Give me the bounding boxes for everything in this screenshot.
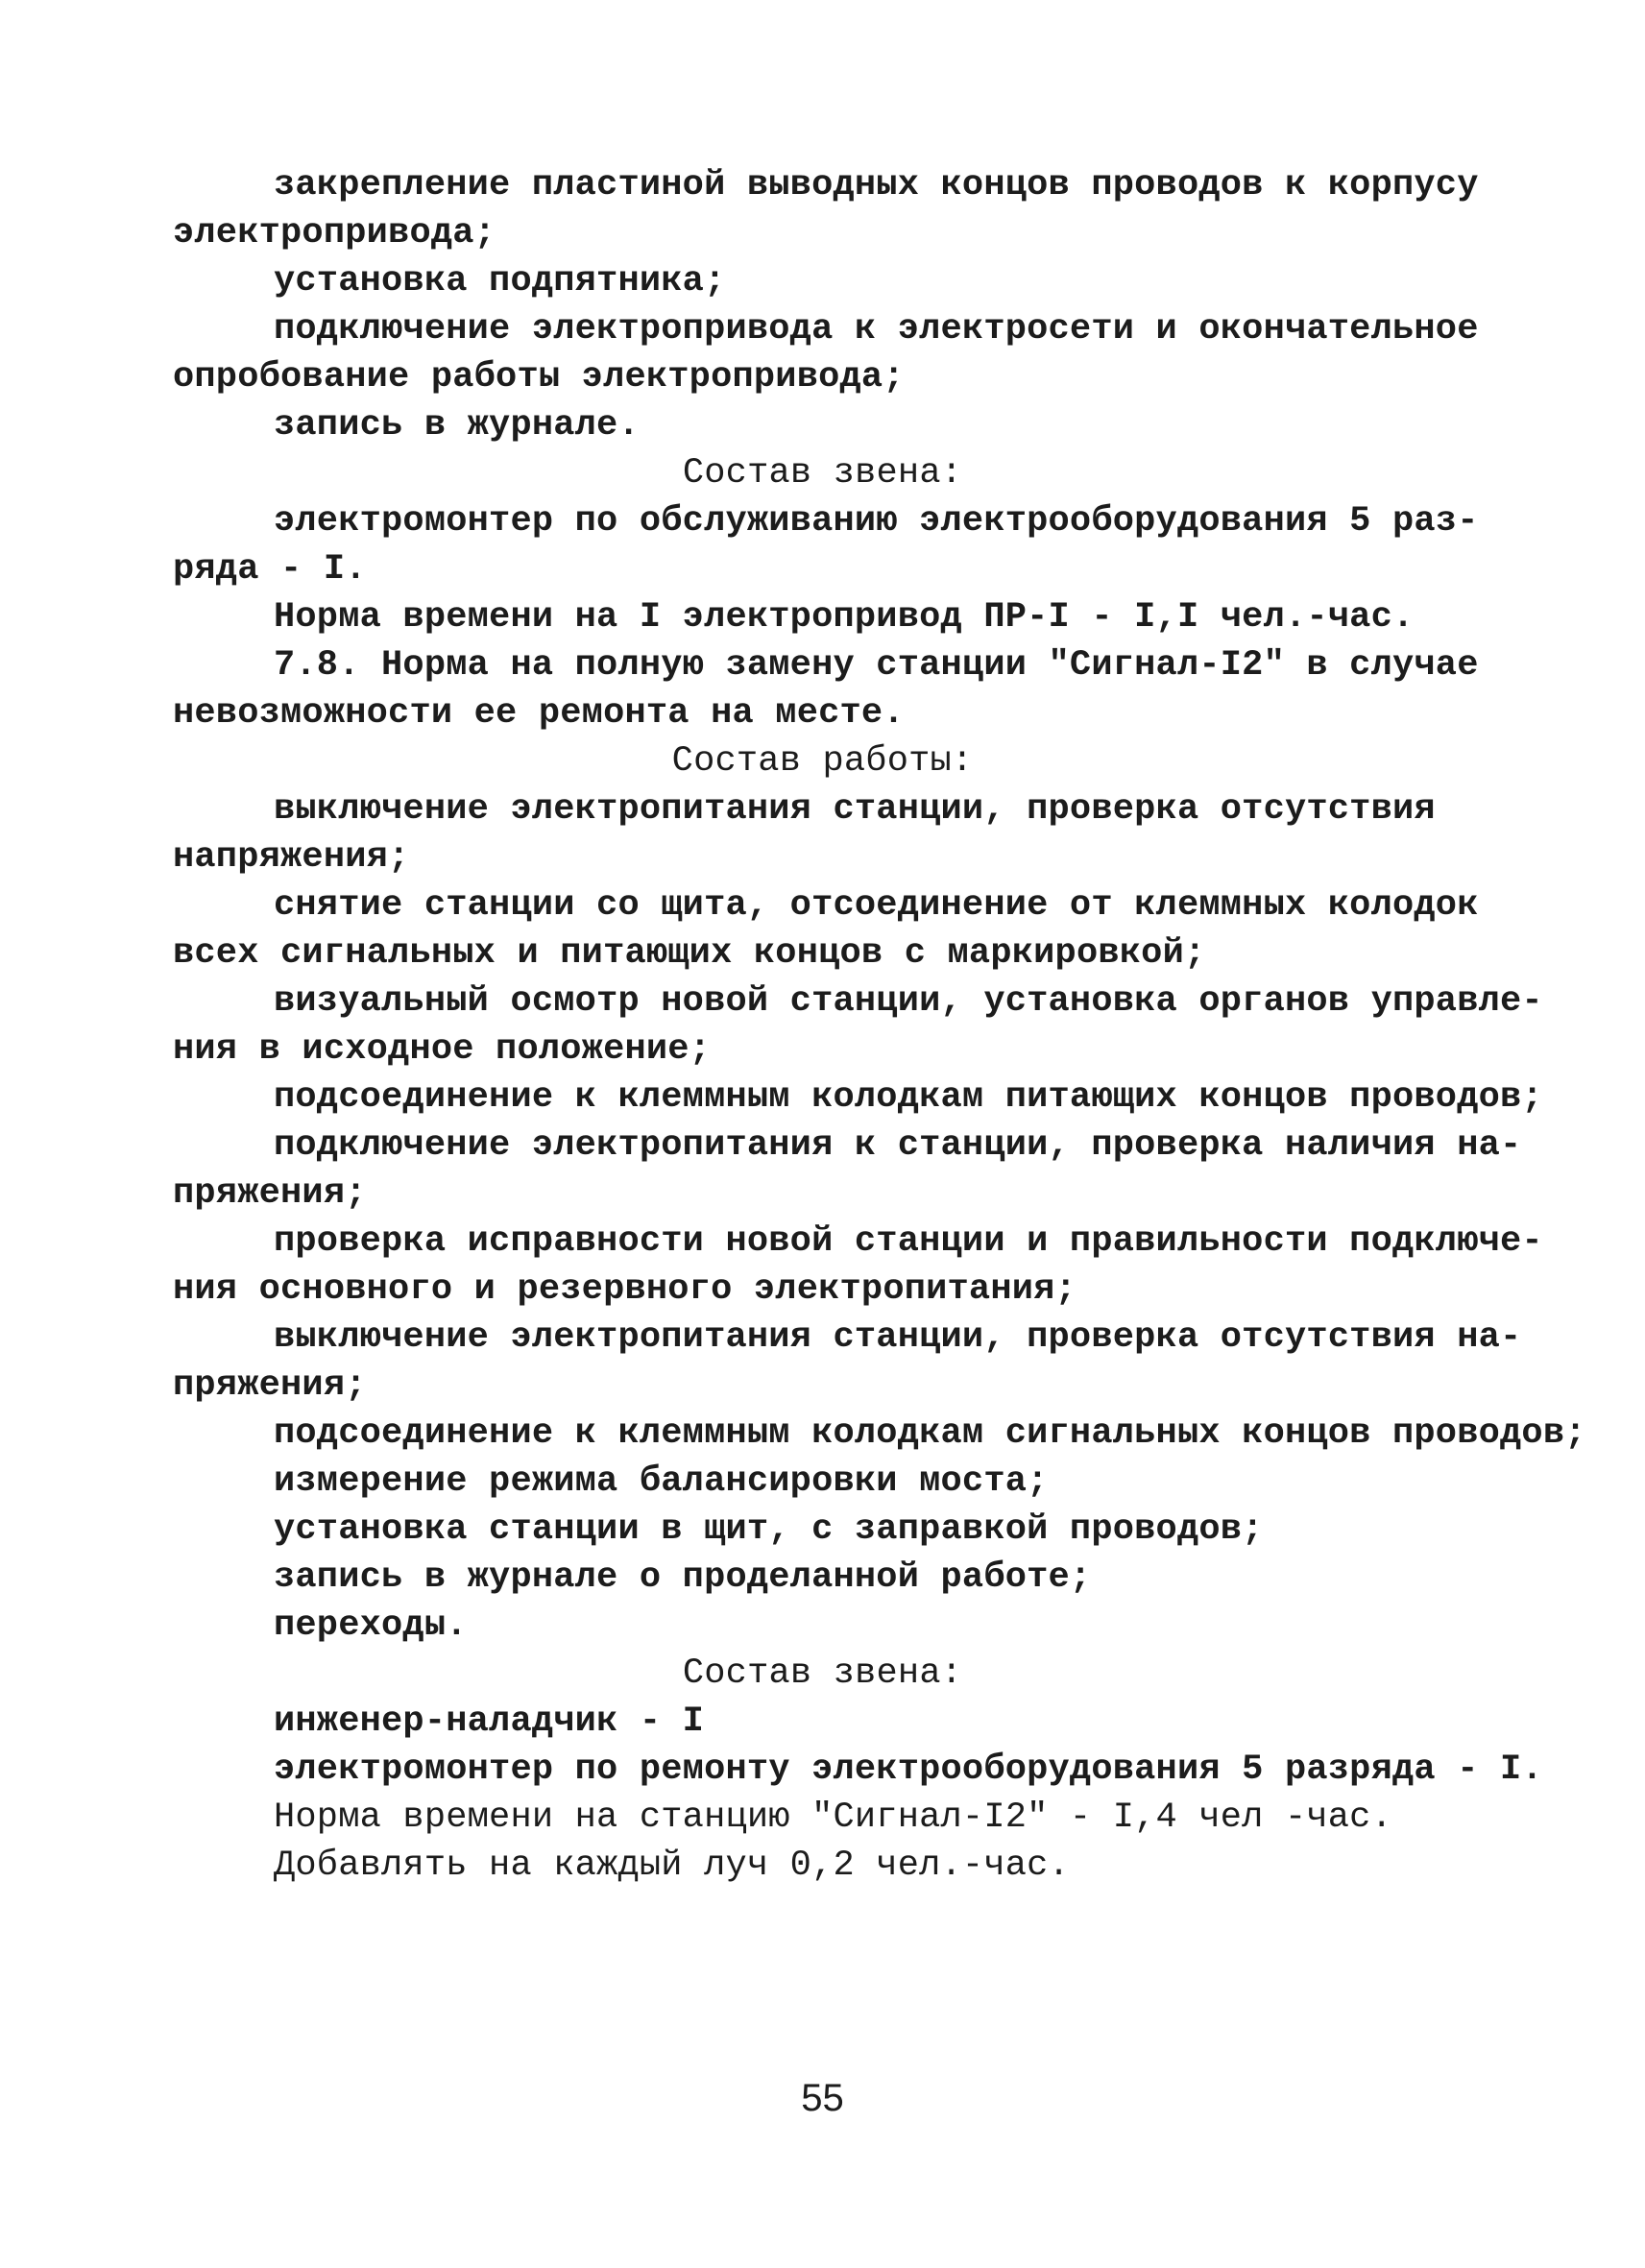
text-line: запись в журнале о проделанной работе; (274, 1557, 1092, 1598)
text-line: Добавлять на каждый луч 0,2 чел.-час. (274, 1846, 1070, 1886)
section-heading: Состав работы: (671, 741, 974, 782)
text-line: пряжения; (173, 1365, 367, 1406)
text-line: переходы. (274, 1605, 468, 1646)
text-line: всех сигнальных и питающих концов с маркировкой; (173, 933, 1206, 974)
text-line: подсоединение к клеммным колодкам сигнальных концов проводов; (274, 1413, 1586, 1454)
text-line: ряда - I. (173, 549, 367, 590)
text-line: проверка исправности новой станции и правильности подключе- (274, 1221, 1543, 1262)
text-line: установка станции в щит, с заправкой проводов; (274, 1509, 1264, 1550)
section-heading: Состав звена: (682, 453, 963, 494)
text-line: Норма времени на станцию "Сигнал-I2" - I,4 чел -час. (274, 1798, 1392, 1838)
text-line: ния в исходное положение; (173, 1029, 712, 1070)
text-line: напряжения; (173, 837, 410, 878)
page-number: 55 (801, 2077, 844, 2119)
text-line: подсоединение к клеммным колодкам питающих концов проводов; (274, 1077, 1543, 1118)
text-line: измерение режима балансировки моста; (274, 1461, 1049, 1502)
text-line: ния основного и резервного электропитания; (173, 1269, 1077, 1310)
text-line: закрепление пластиной выводных концов проводов к корпусу (274, 165, 1479, 205)
text-line: электромонтер по обслуживанию электрооборудования 5 раз- (274, 501, 1479, 542)
text-line: Норма времени на I электропривод ПР-I - I,I чел.-час. (274, 597, 1415, 638)
text-line: электропривода; (173, 213, 496, 253)
text-line: запись в журнале. (274, 405, 640, 446)
section-heading: Состав звена: (682, 1653, 963, 1694)
text-line: опробование работы электропривода; (173, 357, 905, 398)
text-line: инженер-наладчик - I (274, 1701, 705, 1742)
text-line: снятие станции со щита, отсоединение от клеммных колодок (274, 885, 1479, 926)
text-line: подключение электропривода к электросети и окончательное (274, 309, 1479, 350)
text-line: визуальный осмотр новой станции, установка органов управле- (274, 981, 1543, 1022)
text-line: выключение электропитания станции, проверка отсутствия (274, 789, 1436, 830)
text-line: электромонтер по ремонту электрооборудования 5 разряда - I. (274, 1749, 1543, 1790)
text-line: невозможности ее ремонта на месте. (173, 693, 905, 734)
text-line: 7.8. Норма на полную замену станции "Сигнал-I2" в случае (274, 645, 1479, 686)
text-line: выключение электропитания станции, проверка отсутствия на- (274, 1317, 1522, 1358)
text-line: пряжения; (173, 1173, 367, 1214)
text-line: установка подпятника; (274, 261, 726, 302)
text-line: подключение электропитания к станции, проверка наличия на- (274, 1125, 1522, 1166)
